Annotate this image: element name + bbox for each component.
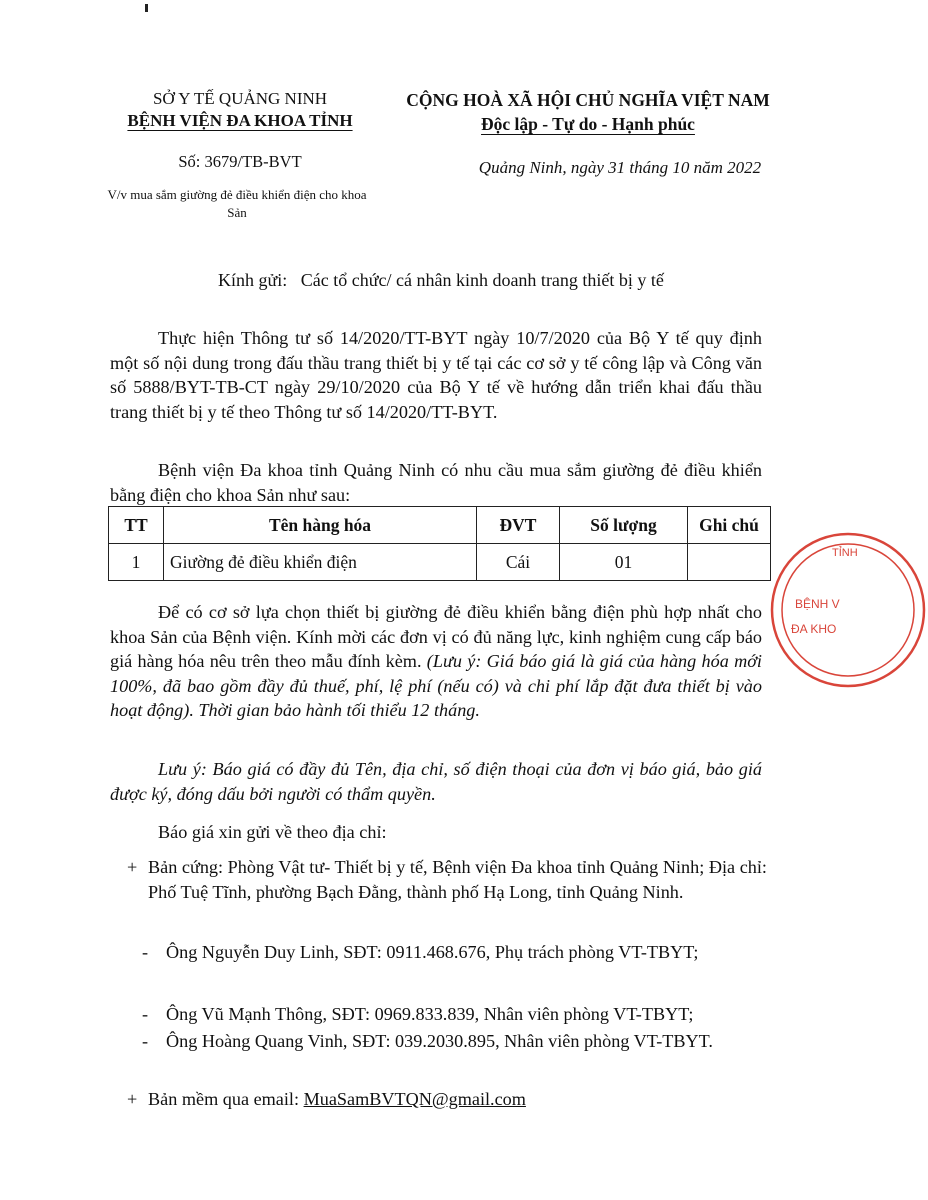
agency-name: SỞ Y TẾ QUẢNG NINH <box>152 89 328 108</box>
header-right <box>388 88 788 136</box>
paragraph-need: Bệnh viện Đa khoa tỉnh Quảng Ninh có nhu cầu mua sắm giường đẻ điều khiển bằng điện cho khoa Sản như sau: <box>110 460 762 505</box>
col-header-unit: ĐVT <box>477 507 560 544</box>
paragraph-legal-basis: Thực hiện Thông tư số 14/2020/TT-BYT ngày 10/7/2020 của Bộ Y tế quy định một số nội dung trong đấu thầu trang thiết bị y tế tại các cơ sở y tế công lập và Công văn số 5888/BYT-TB-CT ngày 29/10/2020 của Bộ Y tế về hướng dẫn triển khai đấu thầu trang thiết bị y tế theo Thông tư số 14/2020/TT-BYT. <box>110 328 762 422</box>
subject-line-1: V/v mua sắm giường đẻ điều khiển điện cho khoa <box>107 187 367 202</box>
seal-graphic <box>768 530 928 690</box>
soft-copy-item <box>127 1087 767 1112</box>
official-seal <box>768 530 928 690</box>
cell-tt: 1 <box>109 544 164 581</box>
seal-text-top: TỈNH <box>832 547 858 559</box>
contact-text: Ông Nguyễn Duy Linh, SĐT: 0911.468.676, Phụ trách phòng VT-TBYT; <box>166 942 699 962</box>
plus-bullet: + <box>127 1089 138 1109</box>
paragraph-address-intro: Báo giá xin gửi về theo địa chỉ: <box>158 822 387 842</box>
table-row <box>109 544 771 581</box>
cell-name: Giường đẻ điều khiển điện <box>164 544 477 581</box>
cell-qty: 01 <box>560 544 688 581</box>
hard-copy-text: Bản cứng: Phòng Vật tư- Thiết bị y tế, Bệnh viện Đa khoa tỉnh Quảng Ninh; Địa chỉ: Phố Tuệ Tĩnh, phường Bạch Đằng, thành phố Hạ Long, tỉnh Quảng Ninh. <box>148 857 767 902</box>
cell-unit: Cái <box>477 544 560 581</box>
hospital-name: BỆNH VIỆN ĐA KHOA TỈNH <box>127 111 353 130</box>
contact-text: Ông Vũ Mạnh Thông, SĐT: 0969.833.839, Nhân viên phòng VT-TBYT; <box>166 1004 694 1024</box>
republic-title: CỘNG HOÀ XÃ HỘI CHỦ NGHĨA VIỆT NAM <box>406 90 770 110</box>
email-link[interactable]: MuaSamBVTQN@gmail.com <box>303 1089 526 1109</box>
soft-copy-label: Bản mềm qua email: <box>148 1089 304 1109</box>
invitation-text: Để có cơ sở lựa chọn thiết bị giường đẻ điều khiển bằng điện phù hợp nhất cho khoa Sản của Bệnh viện. Kính mời các đơn vị có đủ năng lực, kinh nghiệm cung cấp báo giá hàng hóa nêu trên theo mẫu đính kèm. <box>110 602 762 671</box>
goods-table <box>108 506 771 581</box>
hard-copy-item <box>127 855 767 905</box>
document-number: Số: 3679/TB-BVT <box>178 152 302 171</box>
seal-text-2: ĐA KHO <box>791 622 837 636</box>
contact-item: - Ông Vũ Mạnh Thông, SĐT: 0969.833.839, Nhân viên phòng VT-TBYT; <box>145 1002 765 1027</box>
col-header-note: Ghi chú <box>688 507 771 544</box>
seal-text-1: BỆNH V <box>795 597 840 611</box>
plus-bullet: + <box>127 857 138 877</box>
contact-text: Ông Hoàng Quang Vinh, SĐT: 039.2030.895, Nhân viên phòng VT-TBYT. <box>166 1031 713 1051</box>
motto: Độc lập - Tự do - Hạnh phúc <box>481 114 695 134</box>
invitation-note: (Lưu ý: Giá báo giá là giá của hàng hóa mới 100%, đã bao gồm đầy đủ thuế, phí, lệ phí (nếu có) và chi phí lắp đặt đưa thiết bị vào hoạt động). Thời gian bảo hành tối thiểu 12 tháng. <box>110 651 762 720</box>
cell-note <box>688 544 771 581</box>
col-header-tt: TT <box>109 507 164 544</box>
document-subject <box>82 186 392 222</box>
greeting: Kính gửi: Các tổ chức/ cá nhân kinh doanh trang thiết bị y tế <box>218 270 664 290</box>
scan-mark <box>145 4 148 12</box>
paragraph-note: Lưu ý: Báo giá có đầy đủ Tên, địa chỉ, số điện thoại của đơn vị báo giá, bảo giá được ký, đóng dấu bởi người có thẩm quyền. <box>110 759 762 804</box>
place-date: Quảng Ninh, ngày 31 tháng 10 năm 2022 <box>478 158 762 177</box>
table-header-row <box>109 507 771 544</box>
paragraph-invitation <box>110 600 762 723</box>
header-left <box>95 88 385 132</box>
col-header-qty: Số lượng <box>560 507 688 544</box>
contact-item: - Ông Nguyễn Duy Linh, SĐT: 0911.468.676, Phụ trách phòng VT-TBYT; <box>145 940 765 965</box>
contact-item: - Ông Hoàng Quang Vinh, SĐT: 039.2030.895, Nhân viên phòng VT-TBYT. <box>145 1029 765 1054</box>
col-header-name: Tên hàng hóa <box>164 507 477 544</box>
subject-line-2: Sản <box>227 205 247 220</box>
